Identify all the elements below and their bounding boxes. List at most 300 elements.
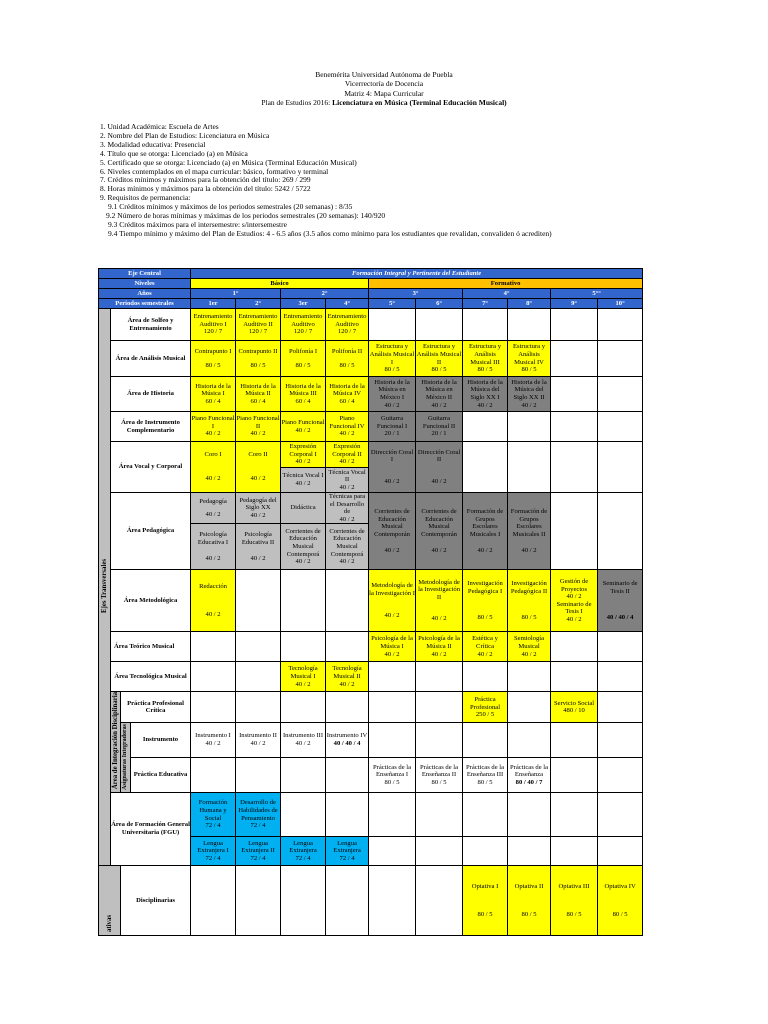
course-cell xyxy=(191,412,236,442)
empty-cell xyxy=(598,309,643,341)
course-text: Entrenamiento Auditivo I xyxy=(193,313,233,328)
course-text: 80 / 5 xyxy=(431,778,447,786)
course-text: 40 / 2 xyxy=(339,458,355,466)
course-text: Práctica Profesional xyxy=(470,695,501,711)
course-text: 40 / 2 xyxy=(521,650,537,658)
info-line: 5. Certificado que se otorga: Licenciado (a) en Música (Terminal Educación Musical) xyxy=(100,157,357,167)
empty-cell xyxy=(463,837,508,866)
course-cell xyxy=(369,632,416,662)
course-text: 40 / 2 xyxy=(384,611,400,619)
year-1: 1° xyxy=(191,289,281,299)
semester-3: 3er xyxy=(281,299,326,309)
course-text: 80 / 5 xyxy=(431,366,447,374)
semester-4: 4° xyxy=(326,299,369,309)
empty-cell xyxy=(281,632,326,662)
asignaturas-integradoras-label: Asignaturas Integradoras xyxy=(121,723,128,790)
area-fgu: Área de Formación General Universitaria (FGU) xyxy=(111,793,191,866)
course-cell xyxy=(281,468,326,493)
course-cell xyxy=(326,309,369,341)
empty-cell xyxy=(463,309,508,341)
course-text: Psicología de la Música I xyxy=(371,635,413,651)
course-text: Gestión de Proyectos xyxy=(559,578,589,593)
course-cell xyxy=(416,570,463,632)
empty-cell xyxy=(416,309,463,341)
area-instrumento-complementario: Área de Instrumento Complementario xyxy=(111,412,191,442)
asignaturas-integradoras-column xyxy=(121,723,131,793)
university-name: Benemérita Universidad Autónoma de Puebla xyxy=(315,70,453,79)
empty-cell xyxy=(326,793,369,837)
course-text: Tecnología Musical I xyxy=(288,665,318,681)
course-cell xyxy=(369,570,416,632)
area-analisis: Área de Análisis Musical xyxy=(111,341,191,377)
course-text: 40 / 2 xyxy=(431,615,447,623)
empty-cell xyxy=(369,662,416,692)
course-text: 40 / 2 xyxy=(431,477,447,485)
course-text: Redacción xyxy=(199,583,227,591)
course-text: 40 / 2 xyxy=(250,511,266,519)
course-text: Psicología de la Música II xyxy=(418,635,460,651)
course-cell xyxy=(369,442,416,493)
course-text: 40 / 2 xyxy=(205,475,221,482)
course-cell xyxy=(551,866,598,936)
empty-cell xyxy=(369,866,416,936)
course-cell xyxy=(281,723,326,757)
course-text: 40 / 2 xyxy=(384,546,400,554)
course-cell xyxy=(326,662,369,692)
empty-cell xyxy=(236,866,281,936)
course-text: Guitarra Funcional II xyxy=(422,415,456,430)
year-2: 2° xyxy=(281,289,369,299)
empty-cell xyxy=(598,442,643,493)
matrix-title: Matriz 4: Mapa Curricular xyxy=(344,88,424,98)
course-cell xyxy=(236,524,281,570)
empty-cell xyxy=(508,692,551,723)
course-text: 40 / 2 xyxy=(205,511,221,519)
empty-cell xyxy=(598,837,643,866)
course-text: Prácticas de la Enseñanza III xyxy=(465,763,505,779)
course-cell xyxy=(369,412,416,442)
course-cell xyxy=(463,377,508,412)
course-text: Entrenamiento Auditivo xyxy=(327,313,367,328)
course-cell xyxy=(551,692,598,723)
course-cell xyxy=(326,837,369,866)
course-text: 80 / 5 xyxy=(295,361,311,369)
course-text: Dirección Coral I xyxy=(370,448,414,464)
course-text: 40 / 2 xyxy=(477,401,493,409)
course-text: Instrumento II xyxy=(239,732,277,740)
course-text: Optativa II xyxy=(514,882,544,890)
course-text: Piano Funcional IV xyxy=(329,415,365,430)
course-text: Prácticas de la Enseñanza xyxy=(509,763,549,779)
course-cell xyxy=(508,632,551,662)
course-text: 80 / 40 / 7 xyxy=(515,778,543,786)
document-header xyxy=(0,70,768,107)
course-cell xyxy=(326,377,369,412)
course-text: Historia de la Música IV xyxy=(329,382,365,398)
course-text: Lengua Extranjera xyxy=(289,839,317,855)
course-text: Formación de Grupos Escolares Musicales II xyxy=(510,508,548,538)
course-text: 80 / 5 xyxy=(339,361,355,369)
course-text: 20 / 1 xyxy=(384,430,400,438)
empty-cell xyxy=(551,377,598,412)
info-line: 7. Créditos mínimos y máximos para la obtención del título: 269 / 299 xyxy=(100,175,311,185)
course-text: Tecnología Musical II xyxy=(332,665,362,681)
formacion-integral-label: Formación Integral y Pertinente del Estudiante xyxy=(191,269,643,279)
course-text: Dirección Coral II xyxy=(417,448,461,464)
empty-cell xyxy=(236,692,281,723)
empty-cell xyxy=(463,793,508,837)
course-text: 40 / 2 xyxy=(339,430,355,438)
course-text: Instrumento III xyxy=(282,732,324,740)
empty-cell xyxy=(369,793,416,837)
course-text: Optativa III xyxy=(558,882,590,890)
course-cell xyxy=(326,468,369,493)
course-text: Técnicas para el Desarrollo de xyxy=(328,493,366,516)
course-cell xyxy=(508,570,551,632)
empty-cell xyxy=(416,723,463,757)
semester-10: 10° xyxy=(598,299,643,309)
optativas-column xyxy=(99,866,121,936)
course-cell xyxy=(191,793,236,837)
course-text: Lengua Extranjera xyxy=(333,839,361,855)
course-text: Prácticas de la Enseñanza II xyxy=(419,763,459,779)
semester-7: 7° xyxy=(463,299,508,309)
empty-cell xyxy=(463,442,508,493)
course-cell xyxy=(551,570,598,632)
course-text: Estética y Crítica xyxy=(472,635,498,651)
course-text: Instrumento IV xyxy=(326,732,368,740)
course-text: Seminario de Tesis II xyxy=(602,580,638,596)
course-cell xyxy=(281,412,326,442)
course-text: Corrientes de Educación Musical Contemporán xyxy=(421,508,457,538)
empty-cell xyxy=(551,341,598,377)
course-text: 40 / 2 xyxy=(295,680,311,688)
course-cell xyxy=(416,412,463,442)
course-text: 72 / 4 xyxy=(250,854,266,862)
course-cell xyxy=(236,412,281,442)
course-text: 120 / 7 xyxy=(337,328,357,336)
area-practica-educativa: Práctica Educativa xyxy=(131,757,191,792)
empty-cell xyxy=(416,793,463,837)
empty-cell xyxy=(508,662,551,692)
course-text: 80 / 5 xyxy=(250,361,266,369)
course-cell xyxy=(281,837,326,866)
area-integracion-label: Área de Integración Disciplinaria xyxy=(111,692,119,790)
empty-cell xyxy=(416,692,463,723)
course-text: 40 / 2 xyxy=(431,546,447,554)
semester-2: 2° xyxy=(236,299,281,309)
course-cell xyxy=(369,341,416,377)
course-text: Servicio Social xyxy=(553,699,595,707)
course-cell xyxy=(326,524,369,570)
empty-cell xyxy=(236,632,281,662)
course-cell xyxy=(416,757,463,792)
course-cell xyxy=(191,493,236,524)
course-text: 40 / 2 xyxy=(477,546,493,554)
ejes-transversales-label: Ejes Transversales xyxy=(100,558,108,613)
course-cell xyxy=(191,723,236,757)
course-cell xyxy=(236,837,281,866)
course-cell xyxy=(508,866,551,936)
area-metodologica: Área Metodológica xyxy=(111,570,191,632)
area-vocal-corporal: Área Vocal y Corporal xyxy=(111,442,191,493)
course-text: 40 / 2 xyxy=(339,483,355,491)
area-disciplinarias: Disciplinarias xyxy=(121,866,191,936)
empty-cell xyxy=(416,662,463,692)
course-text: 80 / 5 xyxy=(477,778,493,786)
course-text: 40 / 2 xyxy=(205,610,221,618)
course-cell xyxy=(236,723,281,757)
info-line: 9. Requisitos de permanencia: xyxy=(100,193,191,203)
course-text: Lengua Extranjera II xyxy=(241,839,275,855)
course-text: 80 / 5 xyxy=(521,366,537,374)
course-text: 80 / 5 xyxy=(384,366,400,374)
empty-cell xyxy=(551,662,598,692)
semester-5: 5° xyxy=(369,299,416,309)
course-text: 40 / 40 / 4 xyxy=(333,740,361,748)
course-text: 72 / 4 xyxy=(205,854,221,862)
course-text: 40 / 2 xyxy=(250,475,266,482)
course-text: Desarrollo de Habilidades de Pensamiento xyxy=(238,799,278,822)
empty-cell xyxy=(598,757,643,792)
course-text: Entrenamiento Auditivo II xyxy=(238,313,278,328)
course-text: Polifonía I xyxy=(289,347,318,355)
area-tecnologica: Área Tecnológica Musical xyxy=(111,662,191,692)
course-cell xyxy=(281,309,326,341)
course-text: 80 / 5 xyxy=(566,910,582,918)
course-cell xyxy=(463,757,508,792)
course-text: 120 / 7 xyxy=(203,328,223,336)
empty-cell xyxy=(598,341,643,377)
course-text: 40 / 2 xyxy=(384,401,400,409)
empty-cell xyxy=(551,493,598,570)
empty-cell xyxy=(551,837,598,866)
empty-cell xyxy=(281,692,326,723)
course-cell xyxy=(369,757,416,792)
nivel-formativo: Formativo xyxy=(369,279,643,289)
course-text: Estructura y Análisis Musical I xyxy=(369,343,415,366)
course-text: 250 / 5 xyxy=(475,711,495,719)
empty-cell xyxy=(416,866,463,936)
course-text: 40 / 2 xyxy=(339,515,355,523)
empty-cell xyxy=(551,793,598,837)
area-teorico: Área Teórico Musical xyxy=(111,632,191,662)
course-cell xyxy=(236,309,281,341)
course-cell xyxy=(281,377,326,412)
course-text: Lengua Extranjera I xyxy=(197,839,229,855)
course-text: 40 / 2 xyxy=(295,740,311,748)
info-line: 1. Unidad Académica: Escuela de Artes xyxy=(100,122,219,131)
course-text: 60 / 4 xyxy=(205,397,221,405)
empty-cell xyxy=(326,757,369,792)
area-practica-profesional: Práctica Profesional Crítica xyxy=(121,692,191,723)
course-cell xyxy=(508,377,551,412)
empty-cell xyxy=(551,412,598,442)
course-text: 40 / 2 xyxy=(384,650,400,658)
course-text: 40 / 2 xyxy=(295,458,311,466)
course-text: Prácticas de la Enseñanza I xyxy=(372,763,412,779)
course-text: Psicología Educativa II xyxy=(241,531,275,547)
plan-name: Licenciatura en Música (Terminal Educación Musical) xyxy=(332,97,507,107)
course-text: 40 / 2 xyxy=(521,401,537,409)
course-text: Formación Humana y Social xyxy=(198,799,228,822)
course-text: Estructura y Análisis Musical IV xyxy=(513,343,546,366)
course-text: 40 / 2 xyxy=(566,593,582,601)
area-integracion-column xyxy=(111,692,121,793)
course-text: 40 / 2 xyxy=(339,558,355,566)
course-text: 40 / 2 xyxy=(205,740,221,748)
course-cell xyxy=(191,837,236,866)
course-cell xyxy=(416,377,463,412)
course-text: 72 / 4 xyxy=(339,854,355,862)
course-text: 80 / 5 xyxy=(612,910,628,918)
empty-cell xyxy=(598,377,643,412)
empty-cell xyxy=(508,309,551,341)
course-text: Metodología de la Investigación I xyxy=(369,582,415,598)
course-text: 60 / 4 xyxy=(339,397,355,405)
course-cell xyxy=(326,341,369,377)
empty-cell xyxy=(369,692,416,723)
year-3: 3° xyxy=(369,289,463,299)
info-line: 8. Horas mínimos y máximos para la obtención del título: 5242 / 5722 xyxy=(100,184,311,194)
course-text: Seminario de Tesis I xyxy=(556,600,592,616)
course-text: Pedagogía xyxy=(199,497,227,505)
course-text: Contrapunto II xyxy=(238,347,278,355)
course-text: Expresión Corporal I xyxy=(289,443,317,458)
course-text: 40 / 2 xyxy=(384,477,400,485)
course-text: 72 / 4 xyxy=(250,822,266,830)
course-text: 72 / 4 xyxy=(295,854,311,862)
course-text: 40 / 2 xyxy=(250,554,266,562)
course-cell xyxy=(236,793,281,837)
empty-cell xyxy=(598,493,643,570)
course-text: Psicología Educativa I xyxy=(197,531,229,547)
course-text: 60 / 4 xyxy=(250,397,266,405)
semester-1: 1er xyxy=(191,299,236,309)
course-text: 80 / 5 xyxy=(521,613,537,621)
year-4: 4° xyxy=(463,289,551,299)
course-text: Historia de la Música III xyxy=(285,382,321,398)
empty-cell xyxy=(598,632,643,662)
info-subline: 9.3 Créditos máximos para el intersemestre: s/intersemestre xyxy=(108,219,287,229)
ejes-transversales-column xyxy=(99,309,111,866)
course-text: Estructura y Análisis Musical III xyxy=(469,343,502,366)
course-text: 40 / 2 xyxy=(339,680,355,688)
course-text: 40 / 2 xyxy=(521,546,537,554)
course-cell xyxy=(326,723,369,757)
area-solfeo: Área de Solfeo y Entrenamiento xyxy=(111,309,191,341)
empty-cell xyxy=(326,570,369,632)
empty-cell xyxy=(551,757,598,792)
course-text: Piano Funcional xyxy=(281,418,325,426)
empty-cell xyxy=(191,692,236,723)
course-text: Piano Funcional II xyxy=(236,415,280,430)
course-cell xyxy=(463,493,508,570)
course-text: Historia de la Música del Siglo XX II xyxy=(511,378,547,401)
course-text: 80 / 5 xyxy=(205,361,221,369)
course-text: 40 / 2 xyxy=(205,554,221,562)
empty-cell xyxy=(598,412,643,442)
course-text: Metodología de la Investigación II xyxy=(418,578,460,601)
empty-cell xyxy=(598,793,643,837)
course-cell xyxy=(326,493,369,524)
course-text: Corrientes de Educación Musical Contemporá xyxy=(329,527,365,558)
anios-label: Años xyxy=(99,289,191,299)
area-instrumento: Instrumento xyxy=(131,723,191,757)
course-text: 40 / 2 xyxy=(205,430,221,438)
course-text: Historia de la Música del Siglo XX I xyxy=(467,378,503,401)
course-cell xyxy=(236,377,281,412)
eje-central-label: Eje Central xyxy=(99,269,191,279)
course-text: Coro I xyxy=(204,451,222,459)
empty-cell xyxy=(508,723,551,757)
course-text: Coro II xyxy=(248,451,268,459)
empty-cell xyxy=(508,793,551,837)
course-text: Corrientes de Educación Musical Contemporán xyxy=(374,508,410,538)
course-text: 40 / 2 xyxy=(431,650,447,658)
plan-prefix: Plan de Estudios 2016: xyxy=(261,97,331,107)
course-text: Técnica Vocal II xyxy=(328,468,366,484)
course-text: 40 / 40 / 4 xyxy=(606,613,634,621)
course-cell xyxy=(508,757,551,792)
course-text: 120 / 7 xyxy=(293,328,313,336)
empty-cell xyxy=(369,309,416,341)
empty-cell xyxy=(236,757,281,792)
empty-cell xyxy=(369,723,416,757)
empty-cell xyxy=(326,866,369,936)
empty-cell xyxy=(508,837,551,866)
course-cell xyxy=(598,866,643,936)
empty-cell xyxy=(191,866,236,936)
vicerrectoria: Vicerrectoría de Docencia xyxy=(344,79,424,89)
course-cell xyxy=(463,632,508,662)
course-text: Expresión Corporal II xyxy=(332,443,362,458)
course-cell xyxy=(416,493,463,570)
info-line: 3. Modalidad educativa: Presencial xyxy=(100,139,206,149)
course-cell xyxy=(369,377,416,412)
empty-cell xyxy=(236,570,281,632)
course-text: Investigación Pedagógica I xyxy=(467,580,503,596)
empty-cell xyxy=(508,412,551,442)
empty-cell xyxy=(508,442,551,493)
course-text: 480 / 10 xyxy=(563,707,585,715)
course-text: 120 / 7 xyxy=(248,328,268,336)
info-line: 6. Niveles contemplados en el mapa curricular: básico, formativo y terminal xyxy=(100,166,329,176)
course-cell xyxy=(191,309,236,341)
course-cell xyxy=(463,866,508,936)
empty-cell xyxy=(416,837,463,866)
course-cell xyxy=(416,341,463,377)
course-text: Entrenamiento Auditivo xyxy=(283,313,323,328)
course-cell xyxy=(598,570,643,632)
course-text: Optativa I xyxy=(471,882,499,890)
course-cell xyxy=(281,662,326,692)
course-text: Formación de Grupos Escolares Musicales I xyxy=(466,508,504,538)
empty-cell xyxy=(236,662,281,692)
info-subline: 9.2 Número de horas mínimas y máximas de los periodos semestrales (20 semanas): 140/920 xyxy=(106,211,386,221)
course-cell xyxy=(508,493,551,570)
course-text: 20 / 1 xyxy=(431,430,447,438)
course-cell xyxy=(463,341,508,377)
course-cell xyxy=(463,570,508,632)
info-subline: 9.4 Tiempo mínimo y máximo del Plan de Estudios: 4 - 6.5 años (3.5 años como mínimo para los estudiantes que revalidan, convaliden ó acrediten) xyxy=(108,228,552,238)
plan-info xyxy=(100,123,760,239)
empty-cell xyxy=(281,866,326,936)
course-text: 40 / 2 xyxy=(566,616,582,624)
course-text: 80 / 5 xyxy=(477,910,493,918)
curriculum-map-table xyxy=(98,268,643,936)
course-text: 80 / 5 xyxy=(521,910,537,918)
